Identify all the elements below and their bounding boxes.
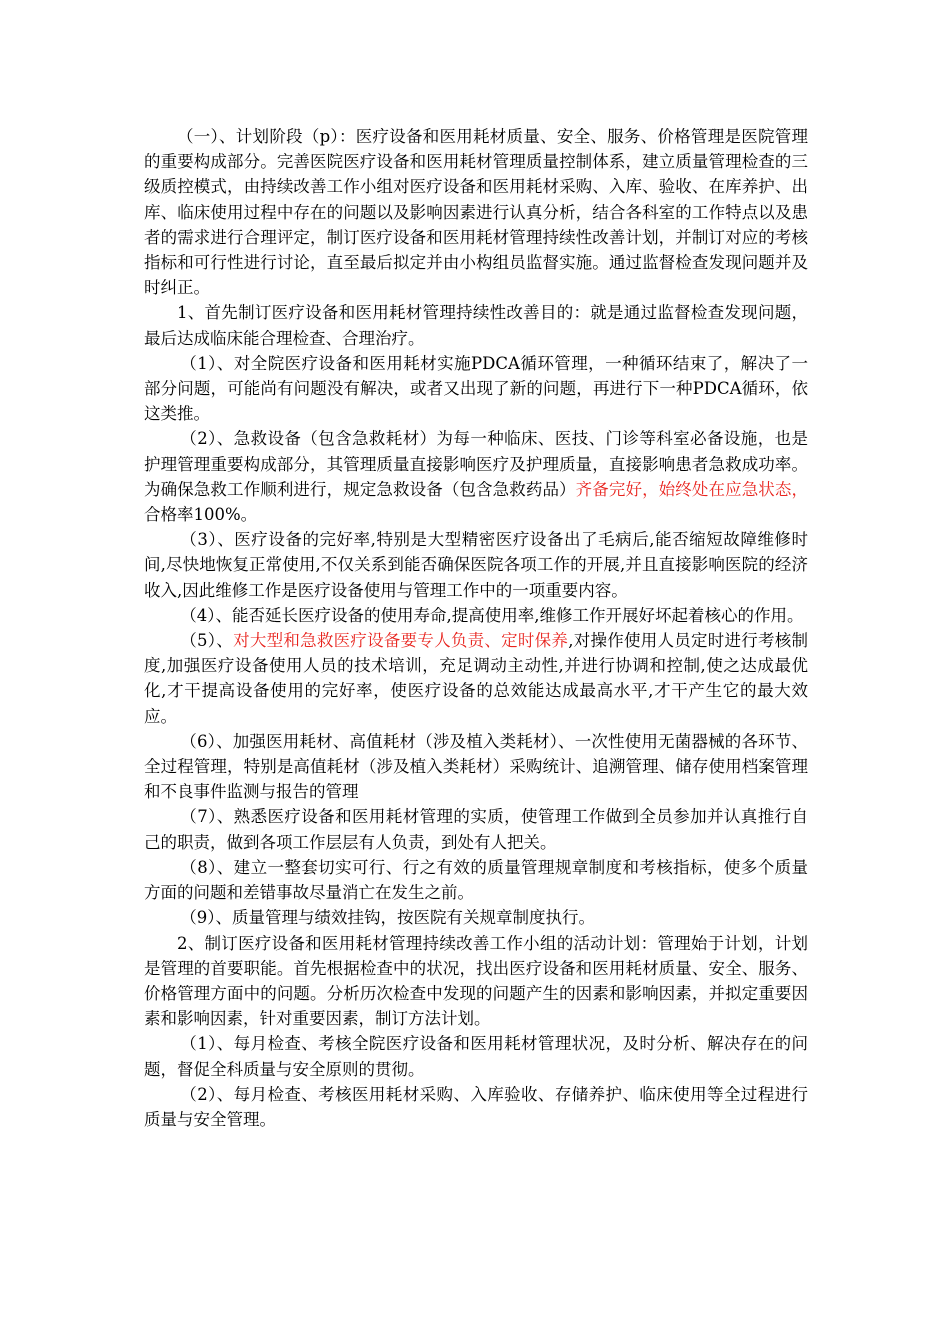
text-segment: （2）、急救设备（包含急救耗材）为每一种临床、医技、门诊等科室必备设施，也是护理管理重要构成部分，其管理质量直接影响医疗及护理质量，直接影响患者急救成功率。为确保急救工作顺利进行，规定急救设备（包含急救药品） [144, 429, 808, 499]
paragraph-sub-2-2 [144, 1082, 808, 1132]
paragraph-sub-1-2 [144, 426, 808, 527]
highlight-text: 齐备完好，始终处在应急状态， [575, 479, 809, 499]
paragraph-sub-1-3 [144, 527, 808, 603]
text-segment: （7）、熟悉医疗设备和医用耗材管理的实质，使管理工作做到全员参加并认真推行自己的职责，做到各项工作层层有人负责，到处有人把关。 [144, 807, 808, 852]
text-segment: （9）、质量管理与绩效挂钩，按医院有关规章制度执行。 [180, 908, 596, 928]
paragraph-sub-1-6 [144, 729, 808, 805]
text-segment: 1、首先制订医疗设备和医用耗材管理持续性改善目的：就是通过监督检查发现问题，最后达成临床能合理检查、合理治疗。 [144, 303, 808, 348]
paragraph-sub-1-1 [144, 351, 808, 427]
paragraph-item-1 [144, 300, 808, 350]
text-segment: （1）、每月检查、考核全院医疗设备和医用耗材管理状况，及时分析、解决存在的问题，督促全科质量与安全原则的贯彻。 [144, 1034, 808, 1079]
text-segment: 2、制订医疗设备和医用耗材管理持续改善工作小组的活动计划：管理始于计划，计划是管理的首要职能。首先根据检查中的状况，找出医疗设备和医用耗材质量、安全、服务、价格管理方面中的问题。分析历次检查中发现的问题产生的因素和影响因素，并拟定重要因素和影响因素，针对重要因素，制订方法计划。 [144, 933, 808, 1029]
paragraph-sub-1-9 [144, 905, 808, 930]
paragraph-item-2 [144, 931, 808, 1032]
paragraph-sub-2-1 [144, 1031, 808, 1081]
text-segment: （2）、每月检查、考核医用耗材采购、入库验收、存储养护、临床使用等全过程进行质量与安全管理。 [144, 1084, 808, 1129]
text-segment: （一）、计划阶段（p）：医疗设备和医用耗材质量、安全、服务、价格管理是医院管理的重要构成部分。完善医院医疗设备和医用耗材管理质量控制体系，建立质量管理检查的三级质控模式，由持续改善工作小组对医疗设备和医用耗材采购、入库、验收、在库养护、出库、临床使用过程中存在的问题以及影响因素进行认真分析，结合各科室的工作特点以及患者的需求进行合理评定，制订医疗设备和医用耗材管理持续性改善计划，并制订对应的考核指标和可行性进行讨论，直至最后拟定并由小构组员监督实施。通过监督检查发现问题并及时纠正。 [144, 127, 808, 298]
paragraph-planning-stage [144, 124, 808, 300]
text-segment: （6）、加强医用耗材、高值耗材（涉及植入类耗材）、一次性使用无菌器械的各环节、全过程管理，特别是高值耗材（涉及植入类耗材）采购统计、追溯管理、储存使用档案管理和不良事件监测与报告的管理 [144, 731, 808, 802]
paragraph-sub-1-5 [144, 628, 808, 729]
text-segment: 合格率100%。 [144, 505, 258, 525]
document-body [144, 124, 808, 1132]
paragraph-sub-1-7 [144, 804, 808, 854]
text-segment: （8）、建立一整套切实可行、行之有效的质量管理规章制度和考核指标，使多个质量方面的问题和差错事故尽量消亡在发生之前。 [144, 857, 808, 903]
text-segment: ,对操作使用人员定时进行考核制度,加强医疗设备使用人员的技术培训，充足调动主动性,并进行协调和控制,使之达成最优化,才干提高设备使用的完好率，使医疗设备的总效能达成最高水平,才干产生它的最大效应。 [144, 631, 809, 726]
paragraph-sub-1-8 [144, 855, 808, 905]
text-segment: （3）、医疗设备的完好率,特别是大型精密医疗设备出了毛病后,能否缩短故障维修时间,尽快地恢复正常使用,不仅关系到能否确保医院各项工作的开展,并且直接影响医院的经济收入,因此维修工作是医疗设备使用与管理工作中的一项重要内容。 [144, 530, 808, 600]
text-segment: （1）、对全院医疗设备和医用耗材实施PDCA循环管理，一种循环结束了，解决了一部分问题，可能尚有问题没有解决，或者又出现了新的问题，再进行下一种PDCA循环，依这类推。 [144, 353, 808, 424]
text-segment: （4）、能否延长医疗设备的使用寿命,提高使用率,维修工作开展好坏起着核心的作用。 [180, 605, 804, 625]
highlight-text: 对大型和急救医疗设备要专人负责、定时保养 [233, 631, 569, 651]
text-segment: （5）、 [180, 631, 234, 651]
paragraph-sub-1-4 [144, 603, 808, 628]
